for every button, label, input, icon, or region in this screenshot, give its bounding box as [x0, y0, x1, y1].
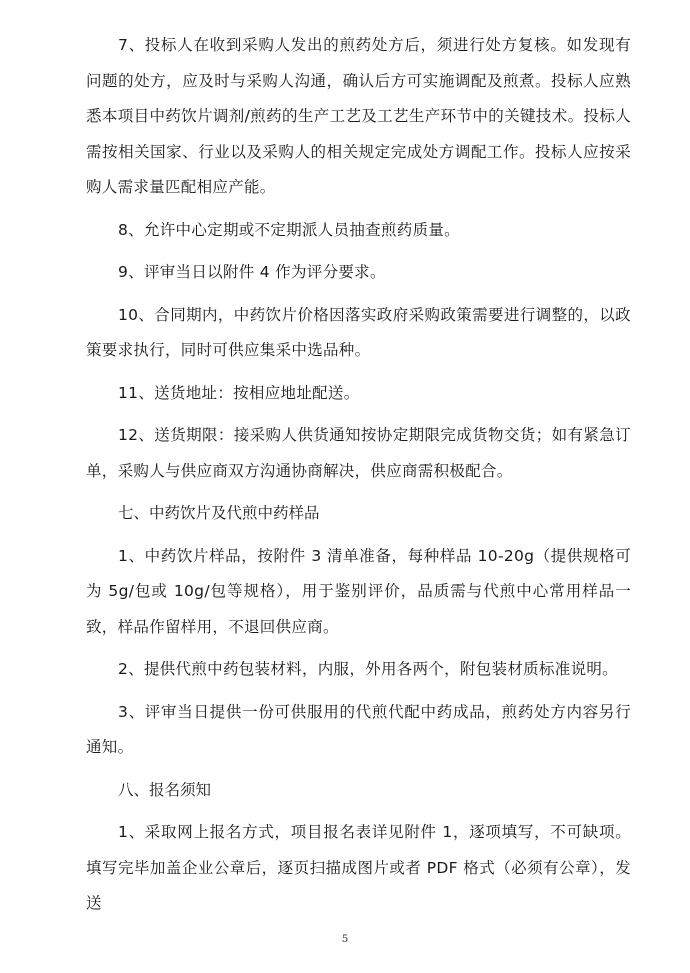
paragraph-sample-1: 1、中药饮片样品，按附件 3 清单准备，每种样品 10-20g（提供规格可为 5g/包或 10g/包等规格），用于鉴别评价，品质需与代煎中心常用样品一致，样品作留样用，不退回供应商。 — [86, 546, 631, 636]
section-heading-8: 八、报名须知 — [118, 780, 212, 799]
paragraph-item-9: 9、评审当日以附件 4 作为评分要求。 — [118, 263, 386, 281]
paragraph-registration-1: 1、采取网上报名方式，项目报名表详见附件 1，逐项填写，不可缺项。填写完毕加盖企业公章后，逐页扫描成图片或者 PDF 格式（必须有公章），发送 — [86, 823, 631, 912]
document-body — [86, 28, 631, 929]
paragraph-sample-3: 3、评审当日提供一份可供服用的代煎代配中药成品，煎药处方内容另行通知。 — [86, 702, 631, 756]
section-heading-7: 七、中药饮片及代煎中药样品 — [118, 504, 320, 522]
paragraph-item-12: 12、送货期限：接采购人供货通知按协定期限完成货物交货；如有紧急订单，采购人与供应商双方沟通协商解决，供应商需积极配合。 — [86, 426, 631, 480]
paragraph-item-7: 7、投标人在收到采购人发出的煎药处方后，须进行处方复核。如发现有问题的处方，应及时与采购人沟通，确认后方可实施调配及煎煮。投标人应熟悉本项目中药饮片调剂/煎药的生产工艺及工艺生产环节中的关键技术。投标人需按相关国家、行业以及采购人的相关规定完成处方调配工作。投标人应按采购人需求量匹配相应产能。 — [86, 36, 631, 196]
paragraph-item-10: 10、合同期内，中药饮片价格因落实政府采购政策需要进行调整的，以政策要求执行，同时可供应集采中选品种。 — [86, 305, 631, 359]
paragraph-item-8: 8、允许中心定期或不定期派人员抽查煎药质量。 — [118, 220, 460, 239]
paragraph-item-11: 11、送货地址：按相应地址配送。 — [118, 383, 360, 402]
paragraph-sample-2: 2、提供代煎中药包装材料，内服，外用各两个，附包装材质标准说明。 — [118, 660, 618, 678]
page-number: 5 — [341, 934, 349, 945]
